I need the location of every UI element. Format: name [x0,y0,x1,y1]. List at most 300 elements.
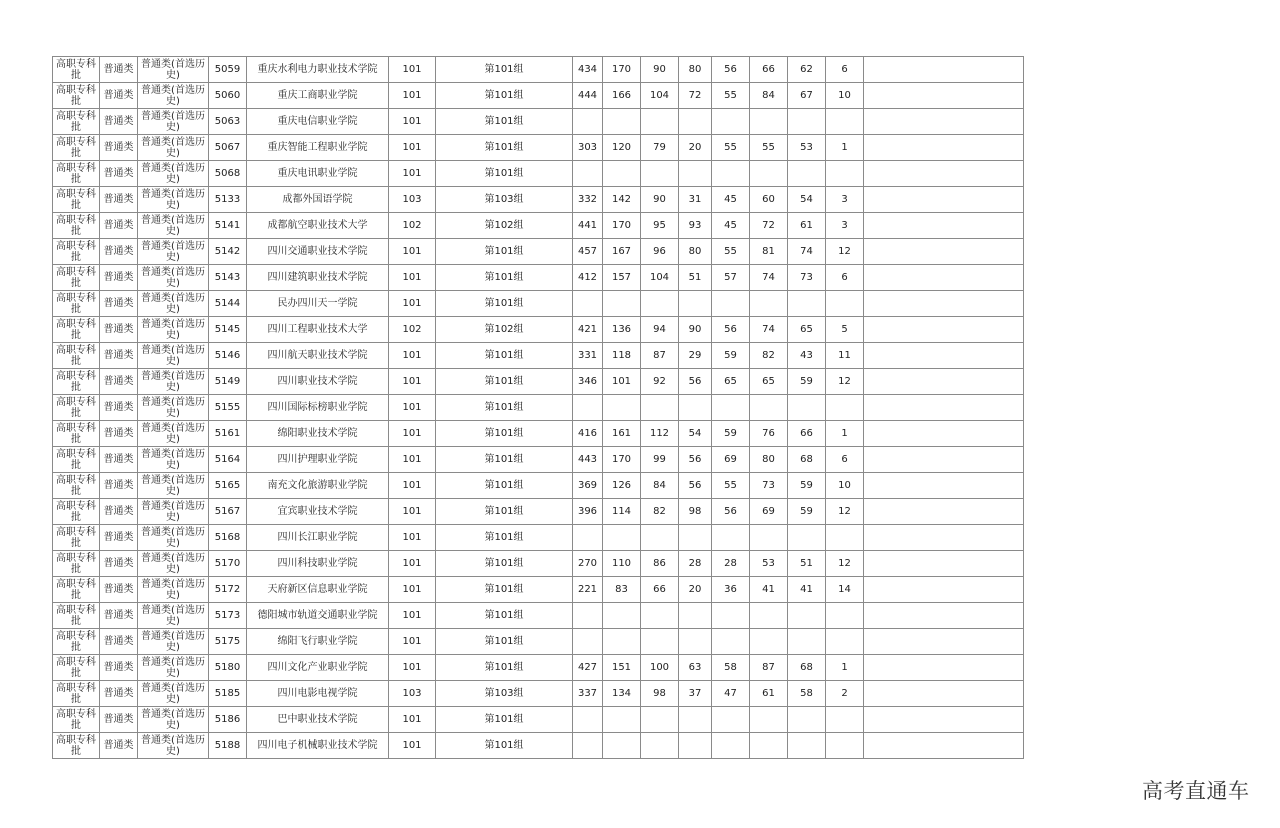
cell-score-elective-2: 59 [788,369,826,395]
cell-school-name: 德阳城市轨道交通职业学院 [247,603,389,629]
cell-score-total: 412 [573,265,603,291]
table-row [53,655,1024,681]
cell-score-total: 434 [573,57,603,83]
cell-subject-group: 普通类(首选历史) [138,681,209,707]
cell-group-name: 第101组 [436,57,573,83]
cell-score-total: 270 [573,551,603,577]
cell-score-total: 443 [573,447,603,473]
table-body [53,57,1024,759]
cell-school-name: 四川航天职业技术学院 [247,343,389,369]
cell-category: 普通类 [100,395,138,421]
cell-group-code: 101 [389,83,436,109]
cell-rank-count [826,603,864,629]
cell-score-history: 55 [712,239,750,265]
cell-extra [864,57,1024,83]
cell-score-elective-2 [788,291,826,317]
cell-score-history: 56 [712,499,750,525]
cell-group-code: 101 [389,343,436,369]
cell-rank-count: 10 [826,473,864,499]
cell-subject-group: 普通类(首选历史) [138,291,209,317]
cell-extra [864,239,1024,265]
cell-subject-group: 普通类(首选历史) [138,109,209,135]
cell-score-elective-2: 68 [788,655,826,681]
cell-score-english [679,161,712,187]
cell-group-name: 第101组 [436,265,573,291]
cell-score-total: 303 [573,135,603,161]
cell-category: 普通类 [100,343,138,369]
cell-school-name: 重庆电讯职业学院 [247,161,389,187]
cell-school-code: 5067 [209,135,247,161]
cell-score-history [712,525,750,551]
cell-score-chinese [603,525,641,551]
cell-extra [864,421,1024,447]
cell-score-elective-2 [788,109,826,135]
cell-subject-group: 普通类(首选历史) [138,83,209,109]
cell-batch: 高职专科批 [53,577,100,603]
cell-batch: 高职专科批 [53,681,100,707]
cell-score-history [712,109,750,135]
cell-school-code: 5186 [209,707,247,733]
cell-group-code: 101 [389,447,436,473]
cell-school-code: 5155 [209,395,247,421]
cell-rank-count [826,161,864,187]
cell-group-code: 101 [389,473,436,499]
cell-score-english: 56 [679,447,712,473]
cell-score-chinese: 110 [603,551,641,577]
cell-batch: 高职专科批 [53,447,100,473]
cell-rank-count [826,733,864,759]
cell-category: 普通类 [100,577,138,603]
table-row [53,161,1024,187]
cell-score-chinese [603,291,641,317]
cell-group-name: 第102组 [436,317,573,343]
cell-rank-count: 12 [826,239,864,265]
cell-score-elective-1: 87 [750,655,788,681]
cell-score-math [641,291,679,317]
table-row [53,577,1024,603]
table-row [53,343,1024,369]
cell-score-history [712,161,750,187]
cell-school-code: 5180 [209,655,247,681]
cell-score-chinese: 170 [603,447,641,473]
cell-batch: 高职专科批 [53,629,100,655]
cell-school-name: 巴中职业技术学院 [247,707,389,733]
table-row [53,395,1024,421]
cell-score-elective-2: 66 [788,421,826,447]
cell-score-math: 90 [641,57,679,83]
cell-score-chinese: 151 [603,655,641,681]
cell-group-code: 101 [389,161,436,187]
cell-score-total [573,525,603,551]
cell-subject-group: 普通类(首选历史) [138,265,209,291]
cell-score-chinese [603,395,641,421]
cell-group-name: 第101组 [436,395,573,421]
cell-school-name: 四川建筑职业技术学院 [247,265,389,291]
cell-subject-group: 普通类(首选历史) [138,447,209,473]
cell-score-math: 112 [641,421,679,447]
cell-rank-count: 1 [826,655,864,681]
cell-score-history: 58 [712,655,750,681]
cell-category: 普通类 [100,213,138,239]
cell-school-name: 宜宾职业技术学院 [247,499,389,525]
cell-school-code: 5144 [209,291,247,317]
cell-score-math [641,733,679,759]
cell-score-elective-1: 66 [750,57,788,83]
cell-extra [864,447,1024,473]
cell-score-history: 55 [712,135,750,161]
cell-extra [864,369,1024,395]
table-row [53,603,1024,629]
cell-group-name: 第101组 [436,473,573,499]
cell-extra [864,343,1024,369]
cell-score-elective-1 [750,603,788,629]
cell-score-elective-1 [750,525,788,551]
cell-school-name: 四川工程职业技术大学 [247,317,389,343]
cell-group-code: 101 [389,551,436,577]
cell-batch: 高职专科批 [53,57,100,83]
cell-score-total: 337 [573,681,603,707]
cell-score-english [679,395,712,421]
cell-score-elective-2: 43 [788,343,826,369]
cell-group-code: 101 [389,135,436,161]
cell-category: 普通类 [100,603,138,629]
cell-score-elective-2: 51 [788,551,826,577]
cell-batch: 高职专科批 [53,395,100,421]
cell-subject-group: 普通类(首选历史) [138,161,209,187]
cell-score-math: 86 [641,551,679,577]
cell-subject-group: 普通类(首选历史) [138,187,209,213]
cell-category: 普通类 [100,161,138,187]
cell-score-history [712,395,750,421]
cell-extra [864,291,1024,317]
cell-score-total: 331 [573,343,603,369]
cell-score-english: 20 [679,577,712,603]
cell-score-english: 63 [679,655,712,681]
cell-school-code: 5165 [209,473,247,499]
cell-score-elective-1 [750,395,788,421]
cell-extra [864,707,1024,733]
cell-rank-count: 12 [826,369,864,395]
cell-score-english: 72 [679,83,712,109]
cell-rank-count: 12 [826,551,864,577]
cell-school-code: 5172 [209,577,247,603]
cell-group-name: 第101组 [436,707,573,733]
cell-group-code: 101 [389,577,436,603]
cell-score-english: 56 [679,473,712,499]
cell-score-elective-1: 60 [750,187,788,213]
cell-score-math: 100 [641,655,679,681]
cell-school-code: 5141 [209,213,247,239]
cell-score-elective-1: 61 [750,681,788,707]
cell-score-history [712,603,750,629]
cell-group-code: 101 [389,733,436,759]
cell-rank-count: 14 [826,577,864,603]
cell-score-english: 98 [679,499,712,525]
cell-batch: 高职专科批 [53,525,100,551]
cell-score-elective-2: 65 [788,317,826,343]
cell-school-code: 5149 [209,369,247,395]
cell-school-name: 四川交通职业技术学院 [247,239,389,265]
cell-score-elective-2 [788,733,826,759]
cell-rank-count [826,629,864,655]
cell-extra [864,525,1024,551]
cell-school-name: 民办四川天一学院 [247,291,389,317]
cell-score-elective-2 [788,629,826,655]
cell-score-history: 65 [712,369,750,395]
cell-score-english [679,629,712,655]
table-row [53,551,1024,577]
cell-score-total: 441 [573,213,603,239]
cell-group-code: 101 [389,395,436,421]
cell-score-total: 396 [573,499,603,525]
cell-rank-count [826,707,864,733]
cell-batch: 高职专科批 [53,265,100,291]
cell-score-elective-2: 73 [788,265,826,291]
cell-score-elective-1: 84 [750,83,788,109]
cell-score-elective-1 [750,629,788,655]
cell-category: 普通类 [100,317,138,343]
cell-category: 普通类 [100,499,138,525]
cell-score-elective-1: 72 [750,213,788,239]
table-row [53,135,1024,161]
cell-score-english: 54 [679,421,712,447]
cell-score-elective-1 [750,161,788,187]
cell-school-name: 绵阳飞行职业学院 [247,629,389,655]
cell-score-chinese: 170 [603,57,641,83]
cell-score-elective-2: 59 [788,473,826,499]
cell-score-chinese [603,629,641,655]
cell-score-chinese: 161 [603,421,641,447]
cell-rank-count: 1 [826,135,864,161]
table-row [53,499,1024,525]
cell-score-total: 346 [573,369,603,395]
cell-score-math [641,707,679,733]
cell-school-name: 四川电影电视学院 [247,681,389,707]
cell-score-history: 56 [712,57,750,83]
cell-batch: 高职专科批 [53,135,100,161]
cell-extra [864,135,1024,161]
cell-batch: 高职专科批 [53,291,100,317]
cell-score-elective-2: 68 [788,447,826,473]
cell-score-english: 29 [679,343,712,369]
cell-score-math [641,525,679,551]
cell-score-math: 98 [641,681,679,707]
cell-school-code: 5161 [209,421,247,447]
cell-score-elective-1: 53 [750,551,788,577]
cell-subject-group: 普通类(首选历史) [138,551,209,577]
cell-score-history [712,629,750,655]
cell-group-name: 第101组 [436,655,573,681]
cell-score-history: 36 [712,577,750,603]
cell-group-code: 101 [389,499,436,525]
table-row [53,213,1024,239]
table-row [53,421,1024,447]
cell-school-code: 5145 [209,317,247,343]
cell-school-code: 5133 [209,187,247,213]
cell-score-total: 444 [573,83,603,109]
cell-group-name: 第101组 [436,135,573,161]
cell-score-math: 90 [641,187,679,213]
cell-score-math: 99 [641,447,679,473]
cell-score-math [641,395,679,421]
cell-extra [864,473,1024,499]
cell-score-english [679,603,712,629]
cell-subject-group: 普通类(首选历史) [138,421,209,447]
cell-group-code: 101 [389,421,436,447]
cell-score-elective-1: 73 [750,473,788,499]
cell-score-total: 221 [573,577,603,603]
cell-extra [864,499,1024,525]
cell-score-math: 66 [641,577,679,603]
cell-score-math [641,629,679,655]
cell-extra [864,187,1024,213]
cell-extra [864,317,1024,343]
cell-score-math [641,603,679,629]
cell-score-english: 37 [679,681,712,707]
cell-batch: 高职专科批 [53,499,100,525]
cell-extra [864,83,1024,109]
cell-score-math: 104 [641,265,679,291]
table-row [53,525,1024,551]
cell-school-code: 5143 [209,265,247,291]
cell-rank-count: 6 [826,447,864,473]
cell-score-elective-1 [750,291,788,317]
cell-batch: 高职专科批 [53,343,100,369]
cell-score-chinese: 120 [603,135,641,161]
cell-score-chinese: 126 [603,473,641,499]
table-row [53,317,1024,343]
cell-extra [864,655,1024,681]
cell-subject-group: 普通类(首选历史) [138,395,209,421]
cell-batch: 高职专科批 [53,161,100,187]
cell-subject-group: 普通类(首选历史) [138,317,209,343]
cell-school-code: 5167 [209,499,247,525]
cell-batch: 高职专科批 [53,733,100,759]
cell-score-history: 28 [712,551,750,577]
cell-school-code: 5164 [209,447,247,473]
cell-group-code: 101 [389,109,436,135]
cell-batch: 高职专科批 [53,109,100,135]
cell-score-total [573,629,603,655]
cell-extra [864,733,1024,759]
cell-subject-group: 普通类(首选历史) [138,707,209,733]
cell-score-history: 55 [712,473,750,499]
cell-category: 普通类 [100,551,138,577]
cell-score-elective-1: 80 [750,447,788,473]
cell-score-total [573,603,603,629]
cell-score-math: 84 [641,473,679,499]
cell-school-code: 5168 [209,525,247,551]
cell-score-english: 20 [679,135,712,161]
cell-school-name: 四川职业技术学院 [247,369,389,395]
cell-score-english: 90 [679,317,712,343]
cell-score-history: 45 [712,213,750,239]
cell-score-english [679,707,712,733]
table-row [53,239,1024,265]
cell-score-history [712,707,750,733]
cell-score-chinese: 83 [603,577,641,603]
cell-score-total [573,161,603,187]
cell-extra [864,551,1024,577]
cell-group-code: 101 [389,57,436,83]
cell-school-code: 5142 [209,239,247,265]
cell-score-total: 457 [573,239,603,265]
cell-school-code: 5068 [209,161,247,187]
cell-school-name: 成都外国语学院 [247,187,389,213]
cell-score-elective-2 [788,603,826,629]
cell-batch: 高职专科批 [53,187,100,213]
cell-score-total [573,109,603,135]
table-row [53,109,1024,135]
cell-school-code: 5170 [209,551,247,577]
cell-group-code: 101 [389,265,436,291]
table-row [53,447,1024,473]
cell-batch: 高职专科批 [53,473,100,499]
cell-rank-count: 1 [826,421,864,447]
cell-category: 普通类 [100,265,138,291]
cell-score-math: 79 [641,135,679,161]
table-row [53,291,1024,317]
cell-rank-count [826,395,864,421]
cell-score-elective-2: 74 [788,239,826,265]
cell-batch: 高职专科批 [53,707,100,733]
table-row [53,369,1024,395]
cell-batch: 高职专科批 [53,239,100,265]
cell-score-elective-1 [750,707,788,733]
cell-group-name: 第101组 [436,603,573,629]
table-row [53,187,1024,213]
cell-score-elective-2 [788,525,826,551]
cell-category: 普通类 [100,57,138,83]
cell-rank-count [826,291,864,317]
cell-score-history: 57 [712,265,750,291]
cell-category: 普通类 [100,135,138,161]
cell-score-elective-2: 67 [788,83,826,109]
table-row [53,629,1024,655]
cell-score-elective-1: 41 [750,577,788,603]
cell-school-name: 四川科技职业学院 [247,551,389,577]
cell-group-code: 102 [389,317,436,343]
cell-group-name: 第103组 [436,681,573,707]
admission-score-table [52,56,1024,759]
cell-school-code: 5063 [209,109,247,135]
cell-school-code: 5185 [209,681,247,707]
cell-group-name: 第101组 [436,421,573,447]
cell-score-chinese: 118 [603,343,641,369]
cell-category: 普通类 [100,707,138,733]
cell-group-name: 第101组 [436,577,573,603]
cell-rank-count: 6 [826,57,864,83]
cell-category: 普通类 [100,473,138,499]
cell-group-code: 103 [389,681,436,707]
cell-rank-count [826,109,864,135]
cell-score-history: 69 [712,447,750,473]
cell-group-name: 第101组 [436,343,573,369]
cell-score-history: 59 [712,343,750,369]
cell-rank-count: 12 [826,499,864,525]
cell-score-chinese [603,707,641,733]
cell-school-code: 5060 [209,83,247,109]
cell-score-english: 80 [679,239,712,265]
cell-subject-group: 普通类(首选历史) [138,369,209,395]
cell-group-name: 第101组 [436,629,573,655]
cell-extra [864,681,1024,707]
cell-score-total: 427 [573,655,603,681]
cell-score-elective-2: 53 [788,135,826,161]
cell-school-name: 四川护理职业学院 [247,447,389,473]
cell-group-code: 101 [389,369,436,395]
cell-score-elective-1: 55 [750,135,788,161]
